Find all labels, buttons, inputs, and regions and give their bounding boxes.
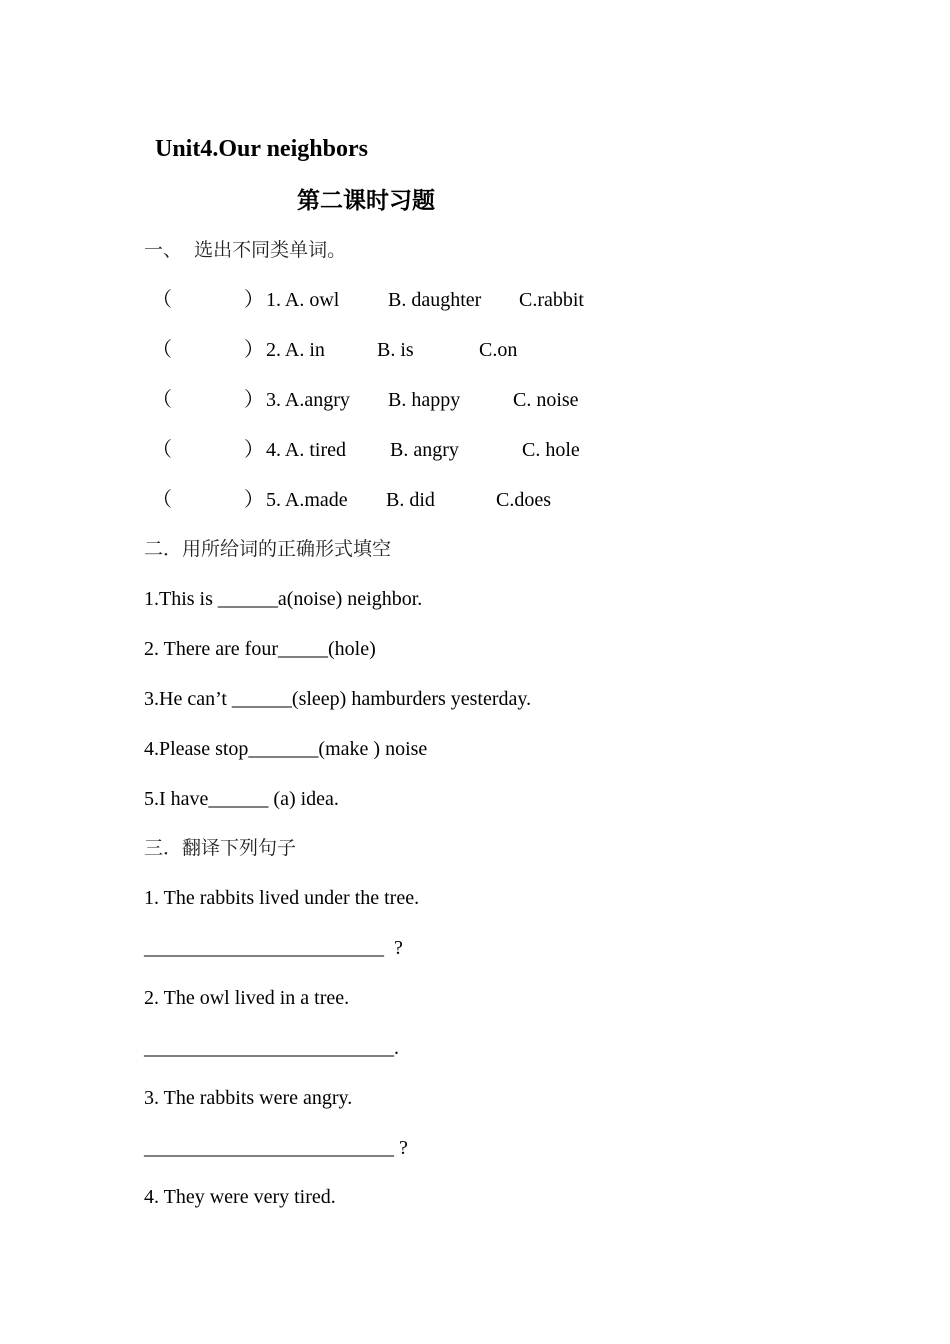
option-b: B. happy [388,389,461,411]
answer-paren-close: ） [244,489,264,511]
translate-answer-line-3: _________________________ ? [144,1137,408,1159]
option-a: 3. A.angry [266,389,350,411]
answer-paren-open: （ [152,339,172,361]
option-a: 4. A. tired [266,439,346,461]
document-subtitle: 第二课时习题 [297,188,435,214]
option-b: B. did [386,489,435,511]
fill-blank-item-1: 1.This is ______a(noise) neighbor. [144,588,423,610]
option-b: B. is [377,339,414,361]
answer-paren-open: （ [152,289,172,311]
option-c: C.on [479,339,518,361]
option-b: B. daughter [388,289,482,311]
answer-paren-close: ） [244,339,264,361]
section3-heading: 三．翻译下列句子 [144,837,297,859]
translate-sentence-2: 2. The owl lived in a tree. [144,987,350,1009]
option-c: C. hole [522,439,580,461]
option-a: 2. A. in [266,339,325,361]
mc-item-4 [144,437,744,463]
translate-sentence-3: 3. The rabbits were angry. [144,1087,353,1109]
answer-paren-close: ） [244,439,264,461]
option-c: C.does [496,489,551,511]
mc-item-5 [144,487,744,513]
fill-blank-item-5: 5.I have______ (a) idea. [144,788,339,810]
section1-heading: 一、 选出不同类单词。 [144,239,347,261]
mc-item-2 [144,337,744,363]
translate-sentence-4: 4. They were very tired. [144,1186,336,1208]
translate-answer-line-1: ________________________ ? [144,937,403,959]
answer-paren-open: （ [152,439,172,461]
fill-blank-item-2: 2. There are four_____(hole) [144,638,376,660]
answer-paren-open: （ [152,489,172,511]
translate-sentence-1: 1. The rabbits lived under the tree. [144,887,420,909]
option-a: 5. A.made [266,489,348,511]
fill-blank-item-4: 4.Please stop_______(make ) noise [144,738,428,760]
option-a: 1. A. owl [266,289,340,311]
answer-paren-open: （ [152,389,172,411]
option-c: C. noise [513,389,579,411]
section2-heading: 二．用所给词的正确形式填空 [144,538,392,560]
answer-paren-close: ） [244,289,264,311]
document-title: Unit4.Our neighbors [155,136,368,162]
option-b: B. angry [390,439,459,461]
fill-blank-item-3: 3.He can’t ______(sleep) hamburders yesterday. [144,688,532,710]
mc-item-1 [144,287,744,313]
option-c: C.rabbit [519,289,584,311]
answer-paren-close: ） [244,389,264,411]
translate-answer-line-2: _________________________. [144,1037,399,1059]
mc-item-3 [144,387,744,413]
